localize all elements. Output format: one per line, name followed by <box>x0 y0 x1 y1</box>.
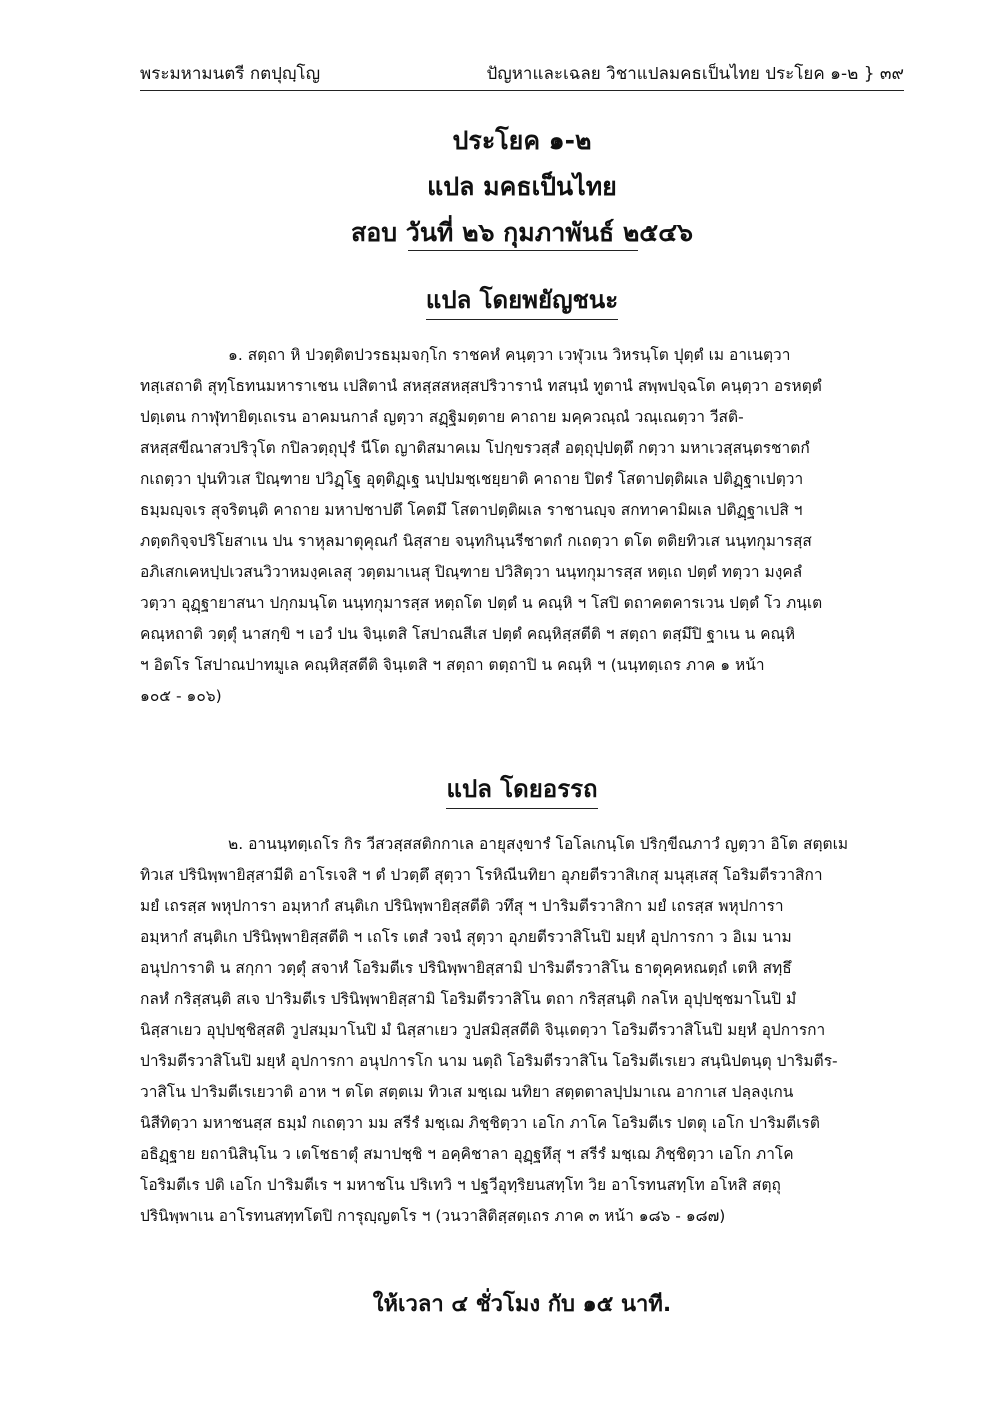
passage-2-line: ปรินิพฺพาเน อาโรทนสทฺทโตปิ การุญฺญตโร ฯ (วนวาสิติสฺสตฺเถร ภาค ๓ หน้า ๑๘๖ - ๑๘๗) <box>140 1207 726 1225</box>
title-level: ประโยค ๑-๒ <box>452 126 592 155</box>
passage-1-line: กเถตฺวา ปุนทิวเส ปิณฺฑาย ปวิฏฺโฐ อุตฺติฏฺเฐ นปฺปมชฺเชยฺยาติ คาถาย ปิตรํ โสตาปตฺติผเล ปติฏฺฐาเปตฺวา <box>140 470 804 488</box>
passage-1-line: ภตฺตกิจฺจปริโยสาเน ปน ราหุลมาตุคุณกํ นิสฺสาย จนฺทกินฺนรีชาตกํ กเถตฺวา ตโต ตติยทิวเส นนฺทกุมารสฺส <box>140 532 812 550</box>
title-underline <box>408 250 638 251</box>
passage-1-line: ปตฺเตน กาฬุทายิตฺเถเรน อาคมนกาลํ ญตฺวา สฏฺฐิมตฺตาย คาถาย มคฺควณฺณํ วณฺเณตฺวา วีสติ- <box>140 408 744 426</box>
title-subject: แปล มคธเป็นไทย <box>427 172 617 201</box>
passage-1-line: สหสฺสขีณาสวปริวุโต กปิลวตฺถุปุรํ นีโต ญาติสมาคเม โปกฺขรวสฺสํ อตฺถุปฺปตฺตึ กตฺวา มหาเวสฺสนฺตรชาตกํ <box>140 439 810 457</box>
passage-1-line: อภิเสกเคหปฺปเวสนวิวาหมงฺคเลสุ วตฺตมาเนสุ ปิณฺฑาย ปวิสิตฺวา นนฺทกุมารสฺส หตฺเถ ปตฺตํ ทตฺวา มงฺคลํ <box>140 563 803 581</box>
section-heading-meaning-text: แปล โดยอรรถ <box>446 772 597 809</box>
passage-1-line: คณฺหถาติ วตฺตุํ นาสกฺขิ ฯ เอวํ ปน จินฺเตสิ โสปาณสีเส ปตฺตํ คณฺหิสฺสตีติ ฯ สตฺถา ตสฺมึปิ ฐาเน น คณฺหิ <box>140 625 796 643</box>
running-header <box>140 62 904 91</box>
passage-1-line: ธมฺมญฺจเร สุจริตนฺติ คาถาย มหาปชาปตึ โคตมึ โสตาปตฺติผเล ราชานญฺจ สกทาคามิผเล ปติฏฺฐาเปสิ ฯ <box>140 501 803 519</box>
passage-2-line: อนุปการาติ น สกฺกา วตฺตุํ สจาหํ โอริมตีเร ปรินิพฺพายิสฺสามิ ปาริมตีรวาสิโน ธาตุคฺคหณตฺถํ เตหิ สทฺธึ <box>140 959 792 977</box>
passage-2-line: ปาริมตีรวาสิโนปิ มยฺหํ อุปการกา อนุปการโก นาม นตฺถิ โอริมตีรวาสิโน โอริมตีเรเยว สนฺนิปตนฺตุ ปาริมตีร- <box>140 1052 838 1070</box>
passage-1-line: ทสฺเสถาติ สุทฺโธทนมหาราเชน เปสิตานํ สหสฺสสหสฺสปริวารานํ ทสนฺนํ ทูตานํ สพฺพปจฺฉโต คนฺตฺวา อรหตฺตํ <box>140 377 822 395</box>
passage-2-line: ๒. อานนฺทตฺเถโร กิร วีสวสฺสสติกกาเล อายุสงฺขารํ โอโลเกนฺโต ปริกฺขีณภาวํ ญตฺวา อิโต สตฺตเม <box>228 835 849 853</box>
passage-2-line: วาสิโน ปาริมตีเรเยวาติ อาห ฯ ตโต สตฺตเม ทิวเส มชฺเฌ นทิยา สตฺตตาลปฺปมาเณ อากาเส ปลฺลงฺเกน <box>140 1083 794 1101</box>
passage-2-line: นิสฺสาเยว อุปฺปชฺชิสฺสติ วูปสมฺมาโนปิ มํ นิสฺสาเยว วูปสมิสฺสตีติ จินฺเตตฺวา โอริมตีรวาสิโนปิ มยฺหํ อุปการกา <box>140 1021 826 1039</box>
passage-2-line: โอริมตีเร ปติ เอโก ปาริมตีเร ฯ มหาชโน ปริเทวิ ฯ ปฐวีอุทฺริยนสทฺโท วิย อาโรทนสทฺโท อโหสิ สตฺถุ <box>140 1176 781 1194</box>
passage-2-line: กลหํ กริสฺสนฺติ สเจ ปาริมตีเร ปรินิพฺพายิสฺสามิ โอริมตีรวาสิโน ตถา กริสฺสนฺติ กลโห อุปฺปชฺชมาโนปิ มํ <box>140 990 797 1008</box>
header-author: พระมหามนตรี กตปุญฺโญ <box>140 64 321 84</box>
passage-1-line: วตฺวา อุฏฺฐายาสนา ปกฺกมนฺโต นนฺทกุมารสฺส หตฺถโต ปตฺตํ น คณฺหิ ฯ โสปิ ตถาคตคารเวน ปตฺตํ โว ภนฺเต <box>140 594 823 612</box>
passage-1-line: ๑. สตฺถา หิ ปวตฺติตปวรธมฺมจกฺโก ราชคหํ คนฺตฺวา เวฬุวเน วิหรนฺโต ปุตฺตํ เม อาเนตฺวา <box>228 346 791 364</box>
section-heading-meaning <box>140 772 904 809</box>
section-heading-literal <box>140 283 904 320</box>
passage-1-line: ๑๐๕ - ๑๐๖) <box>140 687 222 705</box>
passage-2-line: ทิวเส ปรินิพฺพายิสฺสามีติ อาโรเจสิ ฯ ตํ ปวตฺตึ สุตฺวา โรหิณีนทิยา อุภยตีรวาสิเกสุ มนุสฺเสสุ โอริมตีรวาสิกา <box>140 866 823 884</box>
time-allowed: ให้เวลา ๔ ชั่วโมง กับ ๑๕ นาที. <box>372 1292 672 1317</box>
header-book-title: ปัญหาและเฉลย วิชาแปลมคธเป็นไทย ประโยค ๑-๒ } ๓๙ <box>486 64 904 84</box>
passage-2-line: นิสีทิตฺวา มหาชนสฺส ธมฺมํ กเถตฺวา มม สรีรํ มชฺเฌ ภิชฺชิตฺวา เอโก ภาโค โอริมตีเร ปตตุ เอโก ปาริมตีเรติ <box>140 1114 820 1132</box>
section-heading-literal-text: แปล โดยพยัญชนะ <box>426 283 618 320</box>
passage-1-line: ฯ อิตโร โสปาณปาทมูเล คณฺหิสฺสตีติ จินฺเตสิ ฯ สตฺถา ตตฺถาปิ น คณฺหิ ฯ (นนฺทตฺเถร ภาค ๑ หน้า <box>140 656 765 674</box>
title-exam-date: สอบ วันที่ ๒๖ กุมภาพันธ์ ๒๕๔๖ <box>350 218 694 247</box>
passage-2-line: มยํ เถรสฺส พหุปการา อมฺหากํ สนฺติเก ปรินิพฺพายิสฺสตีติ วทึสุ ฯ ปาริมตีรวาสิกา มยํ เถรสฺส พหุปการา <box>140 897 784 915</box>
passage-2-line: อธิฏฺฐาย ยถานิสินฺโน ว เตโชธาตุํ สมาปชฺชิ ฯ อคฺคิชาลา อุฏฺฐหึสุ ฯ สรีรํ มชฺเฌ ภิชฺชิตฺวา เอโก ภาโค <box>140 1145 794 1163</box>
passage-2-line: อมฺหากํ สนฺติเก ปรินิพฺพายิสฺสตีติ ฯ เถโร เตสํ วจนํ สุตฺวา อุภยตีรวาสิโนปิ มยฺหํ อุปการกา ว อิเม นาม <box>140 928 792 946</box>
